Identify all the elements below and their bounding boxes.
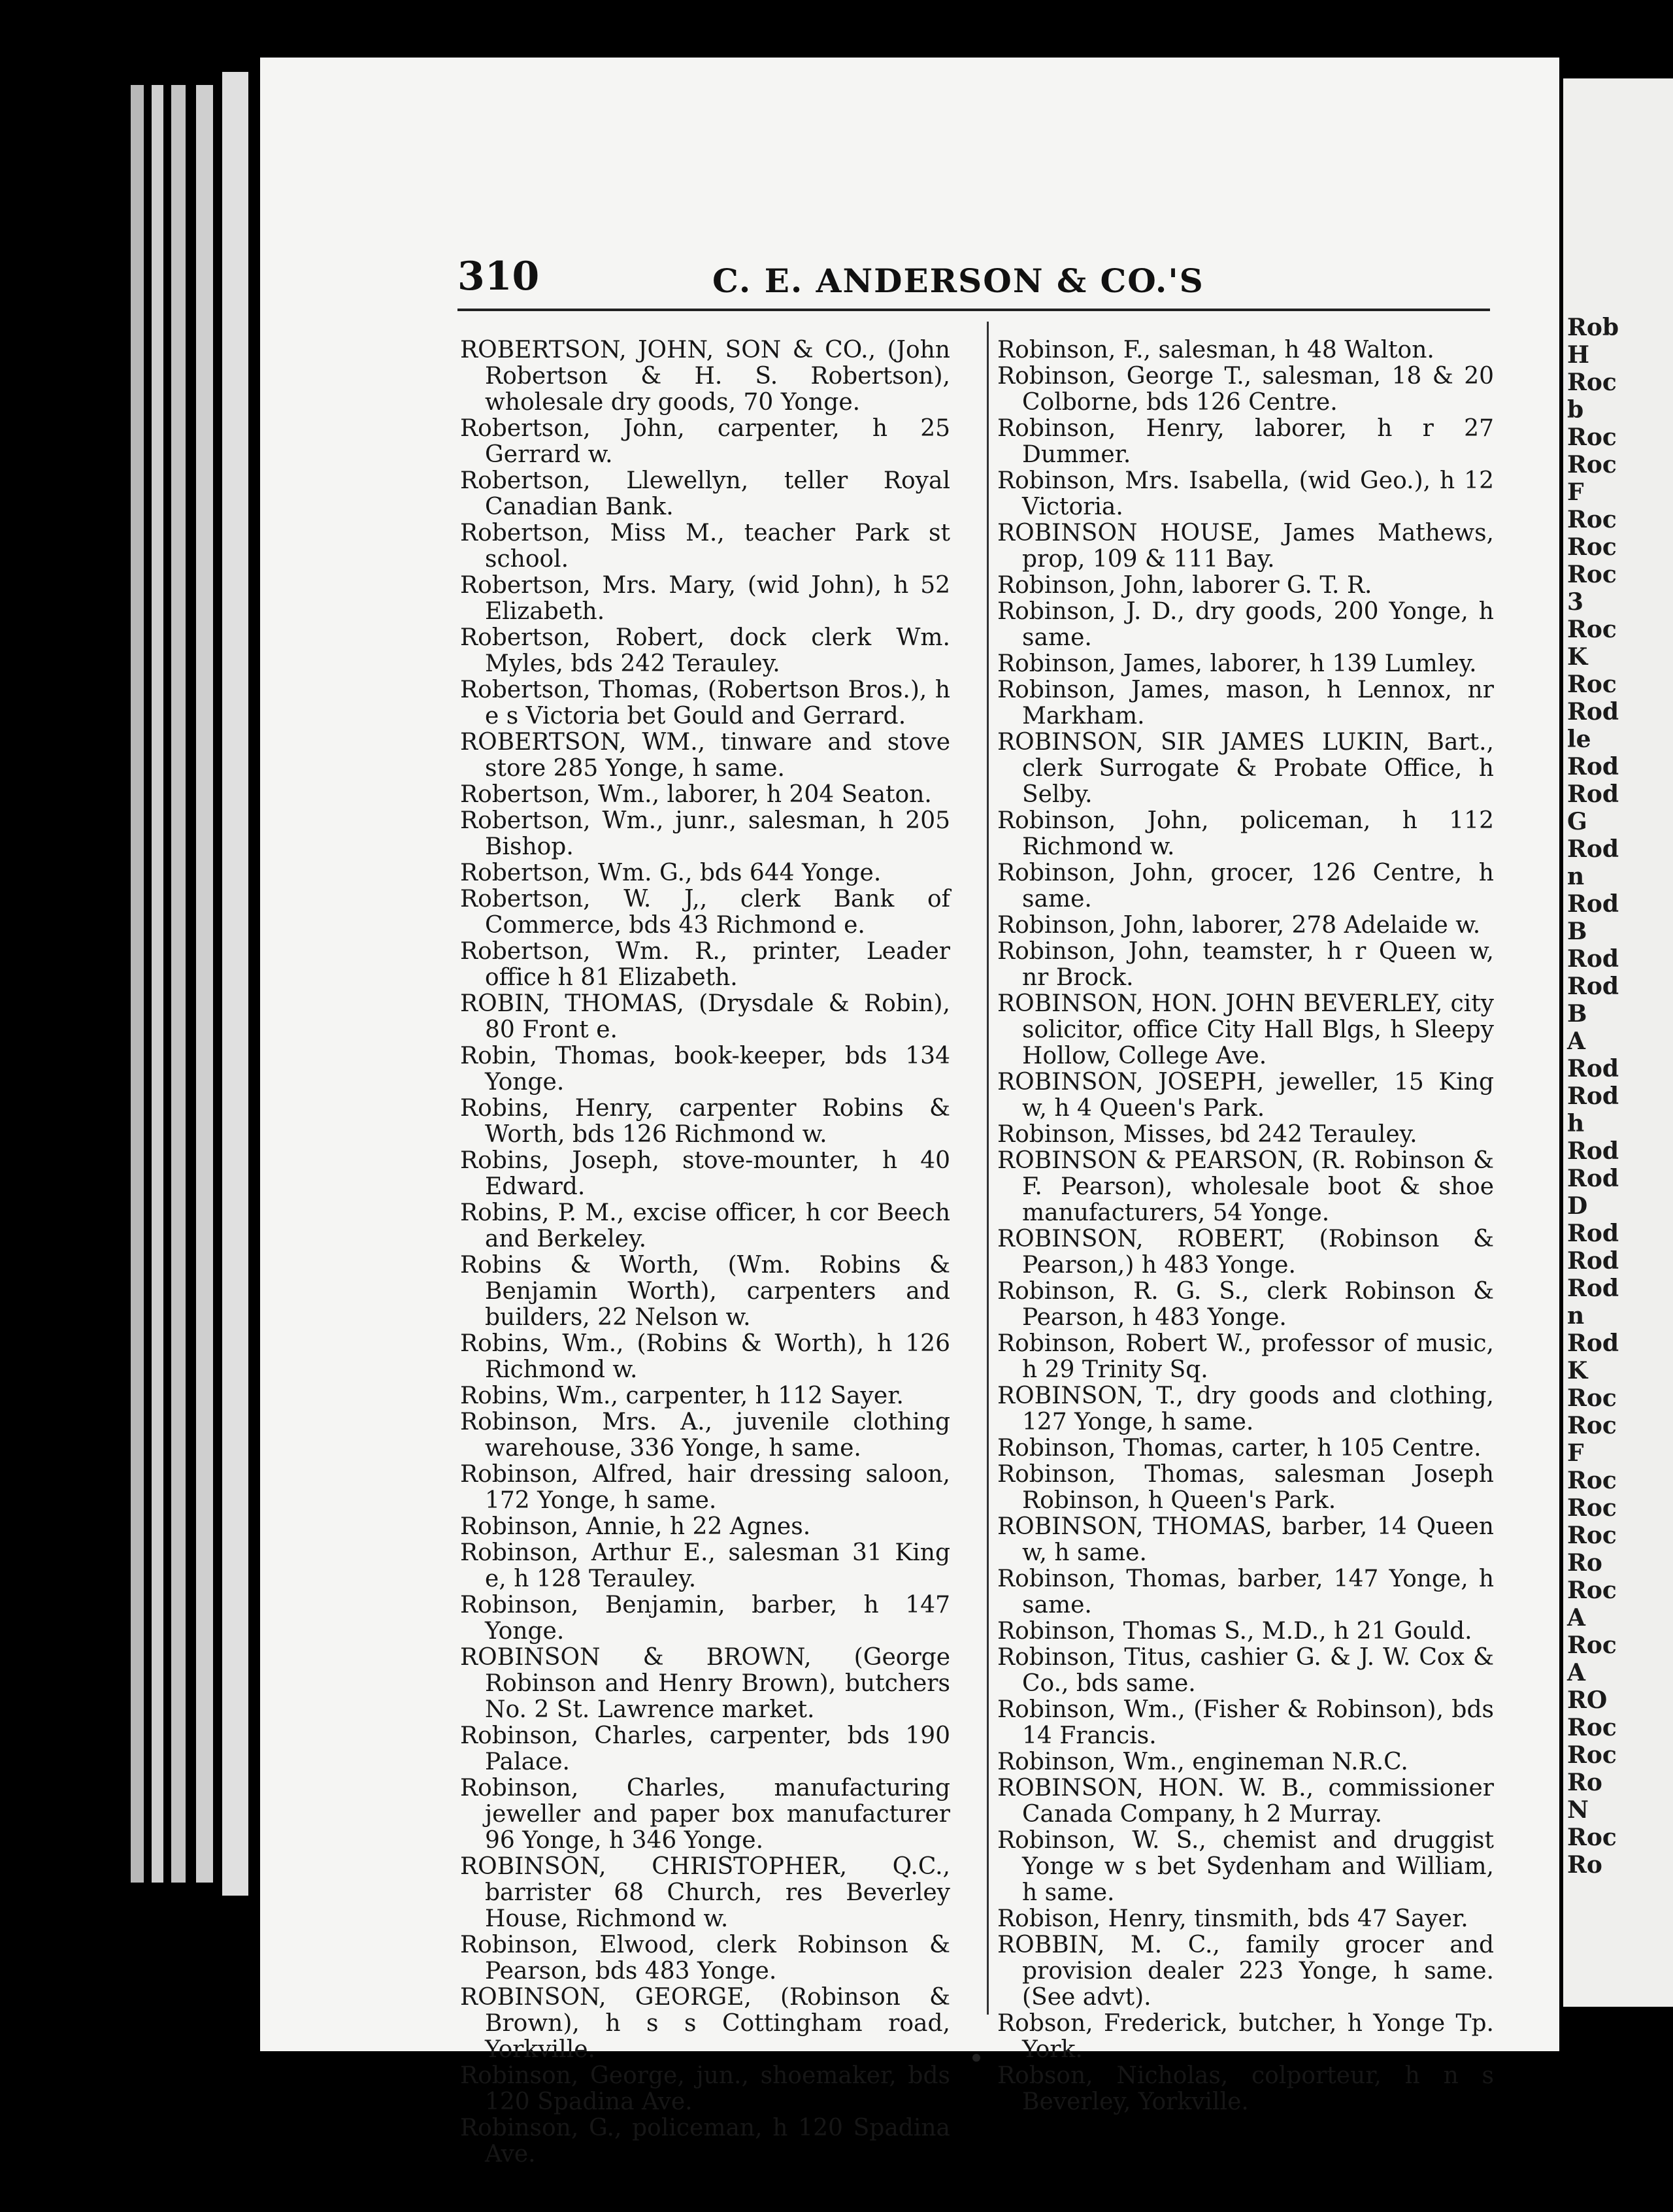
directory-entry: Robinson, Robert W., professor of music, h 29 Trinity Sq.: [997, 1330, 1494, 1383]
facing-page-fragment: Rod: [1567, 780, 1619, 808]
facing-page-fragment: Rod: [1567, 1330, 1619, 1357]
facing-page-fragment: Roc: [1567, 506, 1617, 533]
facing-page-fragment: Roc: [1567, 1577, 1617, 1604]
directory-entry: Robertson, Wm., junr., salesman, h 205 Bishop.: [460, 807, 950, 860]
directory-entry: ROBINSON, THOMAS, barber, 14 Queen w, h same.: [997, 1513, 1494, 1566]
facing-page-fragment: Rod: [1567, 890, 1619, 918]
facing-page-fragment: H: [1567, 341, 1590, 369]
facing-page-fragment: b: [1567, 396, 1584, 424]
facing-page-fragment: Roc: [1567, 671, 1617, 698]
facing-page-fragment: Ro: [1567, 1851, 1602, 1879]
facing-page-fragment: Rod: [1567, 753, 1619, 780]
directory-entry: Robinson, Thomas, carter, h 105 Centre.: [997, 1435, 1482, 1462]
facing-page-fragment: Rod: [1567, 835, 1619, 863]
directory-entry: Robinson, Annie, h 22 Agnes.: [460, 1513, 811, 1540]
directory-entry: Robertson, W. J,, clerk Bank of Commerce, bds 43 Richmond e.: [460, 886, 950, 939]
facing-page-fragment: Roc: [1567, 451, 1617, 478]
directory-entry: Robson, Frederick, butcher, h Yonge Tp. York.: [997, 2010, 1494, 2063]
directory-entry: ROBINSON, T., dry goods and clothing, 127 Yonge, h same.: [997, 1382, 1494, 1435]
directory-entry: Robertson, John, carpenter, h 25 Gerrard w.: [460, 415, 950, 468]
page-edge: [152, 85, 163, 1883]
directory-entry: Robinson, John, grocer, 126 Centre, h same.: [997, 860, 1494, 913]
directory-entry: Robin, Thomas, book-keeper, bds 134 Yonge.: [460, 1043, 950, 1096]
directory-entry: Robins, P. M., excise officer, h cor Beech and Berkeley.: [460, 1199, 950, 1252]
directory-entry: ROBINSON & PEARSON, (R. Robinson & F. Pearson), wholesale boot & shoe manufacturers, 54 Yonge.: [997, 1147, 1494, 1226]
directory-entry: Robins, Henry, carpenter Robins & Worth, bds 126 Richmond w.: [460, 1095, 950, 1148]
facing-page-fragment: Roc: [1567, 1494, 1617, 1522]
facing-page-fragment: RO: [1567, 1686, 1608, 1714]
directory-entry: Robinson, George T., salesman, 18 & 20 Colborne, bds 126 Centre.: [997, 363, 1494, 416]
column-divider: [987, 322, 989, 2015]
facing-page-fragment: Roc: [1567, 1412, 1617, 1439]
facing-page-fragment: F: [1567, 478, 1584, 506]
directory-entry: Robertson, Mrs. Mary, (wid John), h 52 Elizabeth.: [460, 572, 950, 625]
directory-entry: Robins & Worth, (Wm. Robins & Benjamin Worth), carpenters and builders, 22 Nelson w.: [460, 1252, 950, 1331]
right-column: [997, 337, 1494, 2115]
directory-entry: Robinson, Alfred, hair dressing saloon, 172 Yonge, h same.: [460, 1461, 950, 1514]
directory-entry: Robertson, Miss M., teacher Park st school.: [460, 520, 950, 573]
facing-page-fragment: Rod: [1567, 1082, 1619, 1110]
facing-page-fragment: Roc: [1567, 561, 1617, 588]
header-rule: [457, 309, 1490, 311]
facing-page-fragment: A: [1567, 1659, 1585, 1686]
page-title: C. E. ANDERSON & CO.'S: [712, 261, 1204, 300]
facing-page-fragment: Roc: [1567, 424, 1617, 451]
directory-entry: Robins, Wm., carpenter, h 112 Sayer.: [460, 1382, 904, 1409]
facing-page-fragment: Rod: [1567, 973, 1619, 1000]
facing-page-fragment: Roc: [1567, 1522, 1617, 1549]
directory-entry: Robinson, John, policeman, h 112 Richmond w.: [997, 807, 1494, 860]
facing-page-fragment: Roc: [1567, 1741, 1617, 1769]
page-edge: [131, 85, 144, 1883]
facing-page-fragment: G: [1567, 808, 1587, 835]
directory-entry: Robson, Nicholas, colporteur, h n s Beverley, Yorkville.: [997, 2062, 1494, 2115]
directory-entry: Robertson, Robert, dock clerk Wm. Myles, bds 242 Terauley.: [460, 624, 950, 677]
facing-page-fragment: D: [1567, 1192, 1588, 1220]
directory-entry: Robinson, John, laborer, 278 Adelaide w.: [997, 912, 1481, 939]
facing-page-fragment: Roc: [1567, 1824, 1617, 1851]
directory-entry: Robinson, George, jun., shoemaker, bds 120 Spadina Ave.: [460, 2062, 950, 2115]
directory-entry: Robertson, Thomas, (Robertson Bros.), h e s Victoria bet Gould and Gerrard.: [460, 677, 950, 729]
facing-page-fragment: Rod: [1567, 945, 1619, 973]
directory-entry: Robinson, F., salesman, h 48 Walton.: [997, 337, 1434, 363]
directory-entry: Robertson, Llewellyn, teller Royal Canadian Bank.: [460, 467, 950, 520]
directory-entry: Robinson, Henry, laborer, h r 27 Dummer.: [997, 415, 1494, 468]
directory-entry: Robinson, Titus, cashier G. & J. W. Cox & Co., bds same.: [997, 1644, 1494, 1697]
directory-entry: Robinson, Elwood, clerk Robinson & Pearson, bds 483 Yonge.: [460, 1932, 950, 1985]
facing-page-fragment: Rod: [1567, 1055, 1619, 1082]
directory-entry: Robinson, Mrs. Isabella, (wid Geo.), h 12 Victoria.: [997, 467, 1494, 520]
facing-page-fragment: 3: [1567, 588, 1584, 616]
directory-entry: ROBINSON, ROBERT, (Robinson & Pearson,) h 483 Yonge.: [997, 1226, 1494, 1279]
facing-page-fragment: Ro: [1567, 1769, 1602, 1796]
directory-entry: ROBINSON, CHRISTOPHER, Q.C., barrister 68 Church, res Beverley House, Richmond w.: [460, 1853, 950, 1932]
facing-page-fragment: N: [1567, 1796, 1589, 1824]
directory-entry: Robinson, Charles, carpenter, bds 190 Palace.: [460, 1722, 950, 1775]
directory-entry: Robins, Joseph, stove-mounter, h 40 Edward.: [460, 1147, 950, 1200]
facing-page-fragment: n: [1567, 1302, 1585, 1330]
directory-entry: ROBINSON, JOSEPH, jeweller, 15 King w, h 4 Queen's Park.: [997, 1069, 1494, 1122]
directory-entry: Robinson, Arthur E., salesman 31 King e, h 128 Terauley.: [460, 1539, 950, 1592]
facing-page-fragment: Roc: [1567, 369, 1617, 396]
left-column: [460, 337, 950, 2168]
directory-entry: Robinson, Benjamin, barber, h 147 Yonge.: [460, 1592, 950, 1645]
directory-entry: Robinson, John, laborer G. T. R.: [997, 572, 1372, 599]
facing-page-fragment: Roc: [1567, 1384, 1617, 1412]
facing-page-fragment: B: [1567, 1000, 1587, 1028]
directory-entry: ROBERTSON, WM., tinware and stove store 285 Yonge, h same.: [460, 729, 950, 782]
facing-page-fragment: Roc: [1567, 1632, 1617, 1659]
facing-page-fragment: Rod: [1567, 1137, 1619, 1165]
directory-entry: Robinson, J. D., dry goods, 200 Yonge, h same.: [997, 598, 1494, 651]
directory-entry: Robinson, Mrs. A., juvenile clothing warehouse, 336 Yonge, h same.: [460, 1409, 950, 1462]
directory-entry: ROBINSON, SIR JAMES LUKIN, Bart., clerk Surrogate & Probate Office, h Selby.: [997, 729, 1494, 808]
directory-entry: Robertson, Wm. R., printer, Leader office h 81 Elizabeth.: [460, 938, 950, 991]
directory-entry: Robinson, R. G. S., clerk Robinson & Pearson, h 483 Yonge.: [997, 1278, 1494, 1331]
page-edge: [222, 72, 248, 1896]
directory-entry: Robinson, James, laborer, h 139 Lumley.: [997, 650, 1477, 677]
directory-entry: Robinson, G., policeman, h 120 Spadina Ave.: [460, 2115, 950, 2168]
facing-page-fragment: Roc: [1567, 1467, 1617, 1494]
directory-entry: Robinson, W. S., chemist and druggist Yonge w s bet Sydenham and William, h same.: [997, 1827, 1494, 1906]
page-edge: [196, 85, 213, 1883]
facing-page-fragment: F: [1567, 1439, 1584, 1467]
facing-page-fragment: h: [1567, 1110, 1585, 1137]
page-edge: [171, 85, 186, 1883]
directory-entry: ROBINSON, GEORGE, (Robinson & Brown), h s s Cottingham road, Yorkville.: [460, 1984, 950, 2063]
directory-page: [260, 58, 1559, 2168]
facing-page-fragment: Roc: [1567, 1714, 1617, 1741]
facing-page-fragment: n: [1567, 863, 1585, 890]
facing-page-fragment: Rod: [1567, 1275, 1619, 1302]
facing-page-fragment: A: [1567, 1604, 1585, 1632]
directory-entry: Robinson, Thomas, barber, 147 Yonge, h same.: [997, 1566, 1494, 1618]
directory-entry: Robertson, Wm. G., bds 644 Yonge.: [460, 860, 882, 886]
directory-entry: Robinson, Thomas, salesman Joseph Robinson, h Queen's Park.: [997, 1461, 1494, 1514]
directory-entry: Robinson, Thomas S., M.D., h 21 Gould.: [997, 1618, 1472, 1645]
directory-entry: ROBINSON HOUSE, James Mathews, prop, 109 & 111 Bay.: [997, 520, 1494, 573]
facing-page-fragment: Rod: [1567, 1247, 1619, 1275]
directory-entry: Robinson, Wm., engineman N.R.C.: [997, 1749, 1408, 1775]
directory-entry: Robertson, Wm., laborer, h 204 Seaton.: [460, 781, 932, 808]
directory-entry: Robinson, James, mason, h Lennox, nr Markham.: [997, 677, 1494, 729]
directory-entry: ROBBIN, M. C., family grocer and provision dealer 223 Yonge, h same. (See advt).: [997, 1932, 1494, 2011]
page-header: [457, 201, 1497, 306]
directory-entry: Robinson, John, teamster, h r Queen w, nr Brock.: [997, 938, 1494, 991]
facing-page-fragment: K: [1567, 643, 1588, 671]
directory-entry: Robinson, Charles, manufacturing jeweller and paper box manufacturer 96 Yonge, h 346 Yonge.: [460, 1775, 950, 1854]
ornament-dot: [972, 2054, 980, 2062]
facing-page-fragment: Rod: [1567, 1165, 1619, 1192]
facing-page-fragment: le: [1567, 726, 1591, 753]
facing-page-edge: [1563, 78, 1673, 2007]
page-number: 310: [457, 254, 540, 299]
facing-page-fragment: Ro: [1567, 1549, 1602, 1577]
directory-entry: ROBIN, THOMAS, (Drysdale & Robin), 80 Front e.: [460, 990, 950, 1043]
facing-page-fragment: Roc: [1567, 616, 1617, 643]
directory-entry: ROBINSON & BROWN, (George Robinson and Henry Brown), butchers No. 2 St. Lawrence market.: [460, 1644, 950, 1723]
facing-page-fragment: Roc: [1567, 533, 1617, 561]
facing-page-fragment: K: [1567, 1357, 1588, 1384]
facing-page-fragment: Rob: [1567, 314, 1619, 341]
directory-entry: ROBINSON, HON. W. B., commissioner Canada Company, h 2 Murray.: [997, 1775, 1494, 1828]
directory-entry: Robison, Henry, tinsmith, bds 47 Sayer.: [997, 1905, 1468, 1932]
facing-page-fragment: Rod: [1567, 698, 1619, 726]
facing-page-fragment: B: [1567, 918, 1587, 945]
facing-page-fragment: A: [1567, 1028, 1585, 1055]
directory-entry: Robinson, Misses, bd 242 Terauley.: [997, 1121, 1417, 1148]
facing-page-fragment: Rod: [1567, 1220, 1619, 1247]
directory-entry: Robinson, Wm., (Fisher & Robinson), bds 14 Francis.: [997, 1696, 1494, 1749]
directory-entry: ROBERTSON, JOHN, SON & CO., (John Robertson & H. S. Robertson), wholesale dry goods, 70 Yonge.: [460, 337, 950, 416]
directory-entry: ROBINSON, HON. JOHN BEVERLEY, city solicitor, office City Hall Blgs, h Sleepy Hollow, College Ave.: [997, 990, 1494, 1069]
directory-entry: Robins, Wm., (Robins & Worth), h 126 Richmond w.: [460, 1330, 950, 1383]
